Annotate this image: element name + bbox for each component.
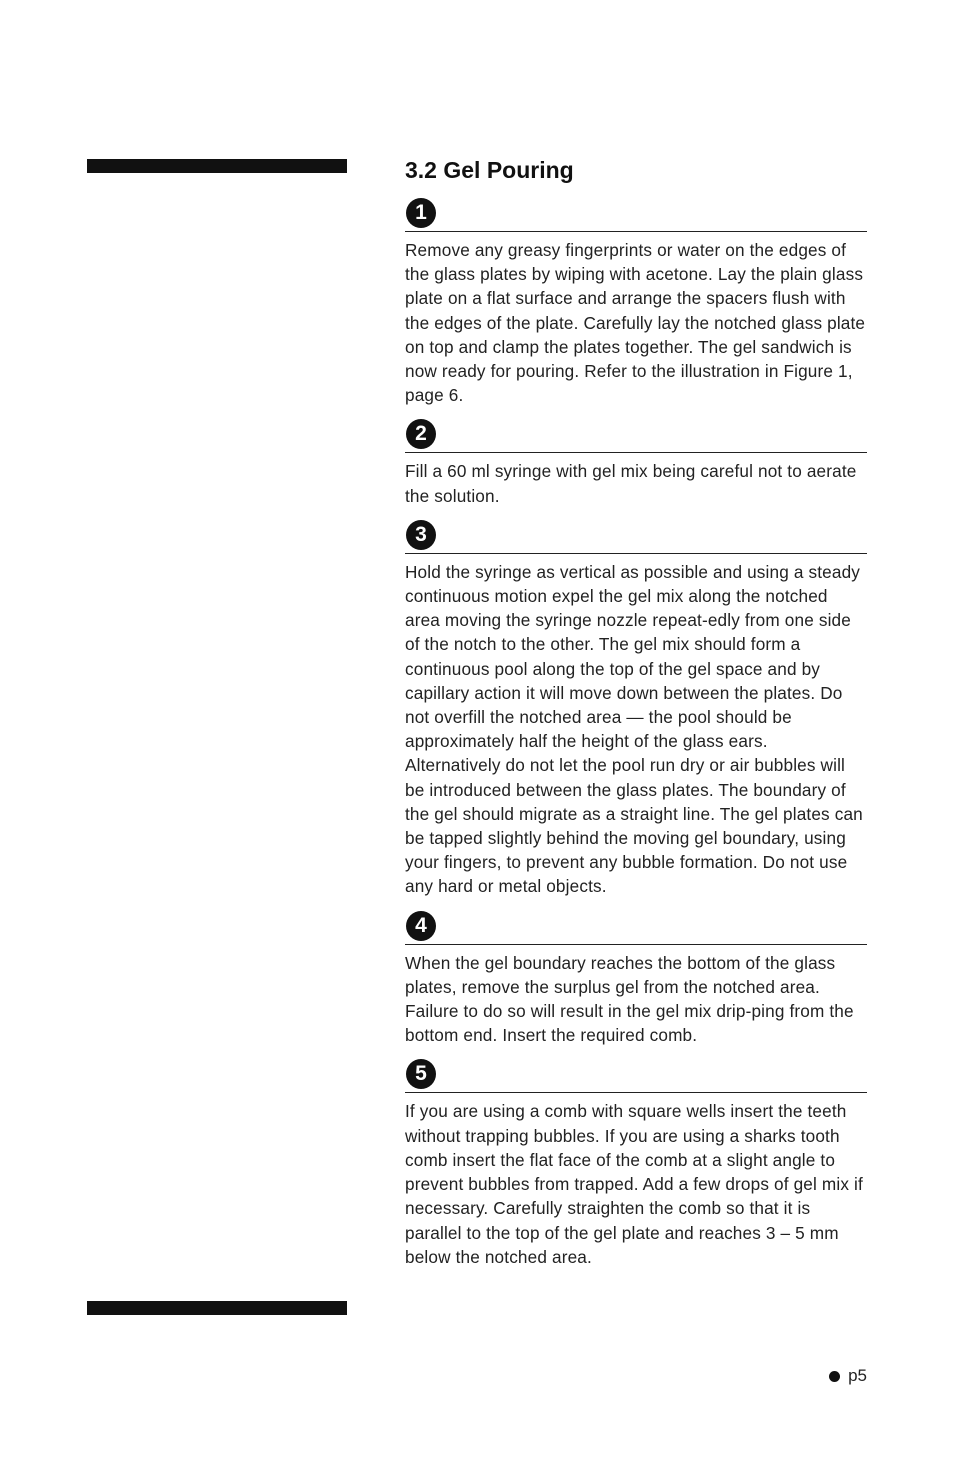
main-content	[405, 154, 867, 1281]
sidebar-rule-bottom	[87, 1301, 347, 1315]
step-header	[405, 1059, 867, 1093]
step-header	[405, 520, 867, 554]
step-number-icon: 1	[406, 198, 436, 228]
step-2	[405, 419, 867, 507]
page-footer	[829, 1366, 867, 1386]
sidebar-rule-top	[87, 159, 347, 173]
section-title: 3.2 Gel Pouring	[405, 157, 574, 183]
step-text: Hold the syringe as vertical as possible and using a steady continuous motion expel the gel mix along the notched area moving the syringe nozzle repeat-edly from one side of the notch to the other. The gel mix should form a continuous pool along the top of the gel space and by capillary action it will move down between the plates. Do not overfill the notched area — the pool should be approximately half the height of the glass ears. Alternatively do not let the pool run dry or air bubbles will be introduced between the glass plates. The boundary of the gel should migrate as a straight line. The gel plates can be tapped slightly behind the moving gel boundary, using your fingers, to prevent any bubble formation. Do not use any hard or metal objects.	[405, 561, 863, 897]
step-1	[405, 198, 867, 407]
step-text: If you are using a comb with square wells insert the teeth without trapping bubbles. If you are using a sharks tooth comb insert the flat face of the comb at a slight angle to prevent bubbles from trapped. Add a few drops of gel mix if necessary. Carefully straighten the comb so that it is parallel to the top of the gel plate and reaches 3 – 5 mm below the notched area.	[405, 1101, 863, 1267]
step-number-icon: 4	[406, 911, 436, 941]
step-header	[405, 198, 867, 232]
step-number-icon: 5	[406, 1059, 436, 1089]
step-3	[405, 520, 867, 899]
step-number-icon: 3	[406, 520, 436, 550]
step-5	[405, 1059, 867, 1268]
step-4	[405, 911, 867, 1048]
step-text: Remove any greasy fingerprints or water on the edges of the glass plates by wiping with acetone. Lay the plain glass plate on a flat surface and arrange the spacers flush with the edges of the plate. Carefully lay the notched glass plate on top and clamp the plates together. The gel sandwich is now ready for pouring. Refer to the illustration in Figure 1, page 6.	[405, 240, 866, 406]
step-header	[405, 911, 867, 945]
step-header	[405, 419, 867, 453]
bullet-icon	[829, 1371, 840, 1382]
step-text: Fill a 60 ml syringe with gel mix being careful not to aerate the solution.	[405, 461, 857, 506]
step-number-icon: 2	[406, 419, 436, 449]
step-text: When the gel boundary reaches the bottom of the glass plates, remove the surplus gel from the notched area. Failure to do so will result in the gel mix drip-ping from the bottom end. Insert the required comb.	[405, 952, 854, 1046]
page-number: p5	[848, 1366, 867, 1385]
